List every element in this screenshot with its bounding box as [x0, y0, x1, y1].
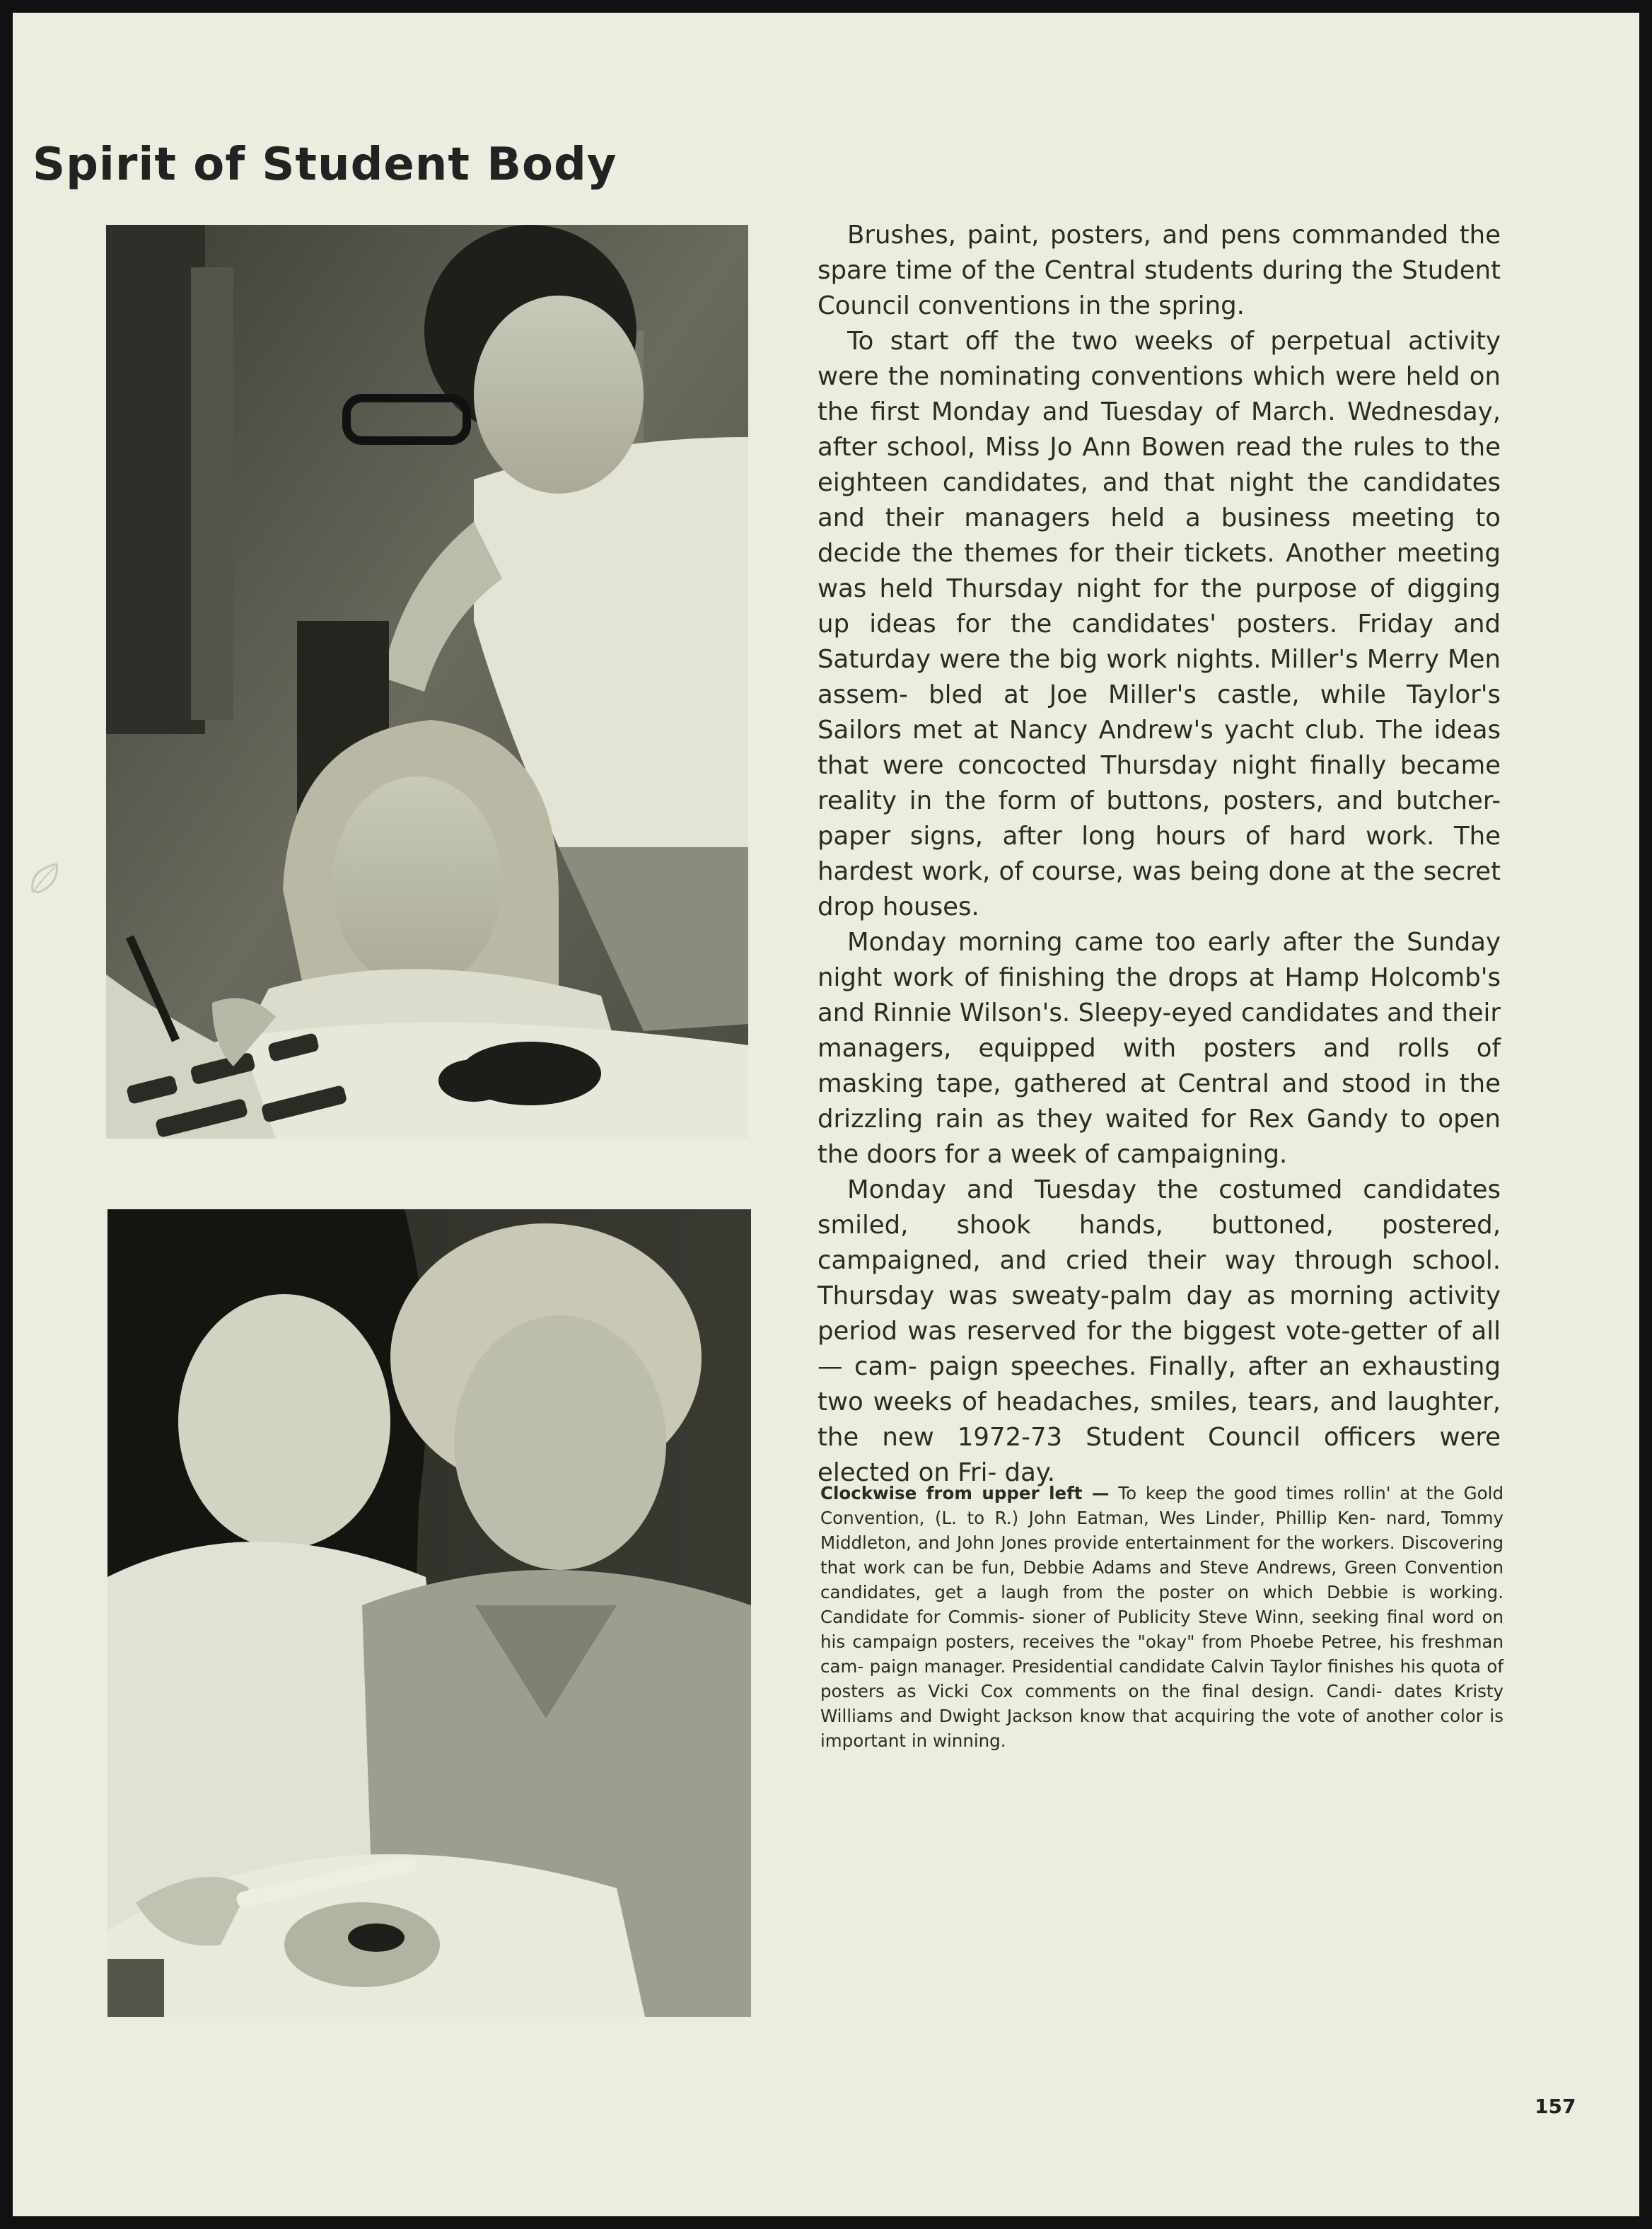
paragraph: Monday and Tuesday the costumed candidates smiled, shook hands, buttoned, postered, campaigned, and cried their way through school. Thursday was sweaty-palm day as morning activity period was reserved for the biggest vote-getter of all — cam- paign speeches. Finally, after an exhausting two weeks of headaches, smiles, tears, and laughter, the new 1972-73 Student Council officers were elected on Fri- day.: [818, 1175, 1501, 1487]
caption-lead: Clockwise from upper left —: [820, 1483, 1110, 1503]
page-title: Spirit of Student Body: [33, 139, 617, 191]
caption-text: To keep the good times rollin' at the Gold Convention, (L. to R.) John Eatman, Wes Linder, Phillip Ken- nard, Tommy Middleton, and John Jones provide entertainment for the workers. Discovering that work can be fun, Debbie Adams and Steve Andrews, Green Convention candidates, get a laugh from the poster on which Debbie is working. Candidate for Commis- sioner of Publicity Steve Winn, seeking final word on his campaign posters, receives the "okay" from Phoebe Petree, his freshman cam- paign manager. Presidential candidate Calvin Taylor finishes his quota of posters as Vicki Cox comments on the final design. Candi- dates Kristy Williams and Dwight Jackson know that acquiring the vote of another color is important in winning.: [820, 1483, 1503, 1751]
paragraph: To start off the two weeks of perpetual activity were the nominating conventions which were held on the first Monday and Tuesday of March. Wednesday, after school, Miss Jo Ann Bowen read the rules to the eighteen candidates, and that night the candidates and their managers held a business meeting to decide the themes for their tickets. Another meeting was held Thursday night for the purpose of digging up ideas for the candidates' posters. Friday and Saturday were the big work nights. Miller's Merry Men assem- bled at Joe Miller's castle, while Taylor's Sailors met at Nancy Andrew's yacht club. The ideas that were concocted Thursday night finally became reality in the form of buttons, posters, and butcher-paper signs, after long hours of hard work. The hardest work, of course, was being done at the secret drop houses.: [818, 327, 1501, 921]
article-body: [818, 218, 1501, 1491]
paragraph: Monday morning came too early after the Sunday night work of finishing the drops at Hamp Holcomb's and Rinnie Wilson's. Sleepy-eyed candidates and their managers, equipped with posters and rolls of masking tape, gathered at Central and stood in the drizzling rain as they waited for Rex Gandy to open the doors for a week of campaigning.: [818, 928, 1501, 1169]
paragraph: Brushes, paint, posters, and pens commanded the spare time of the Central students during the Student Council conventions in the spring.: [818, 221, 1501, 320]
photo-poster-workers: [106, 225, 748, 1139]
page-number: 157: [1535, 2095, 1576, 2118]
photo-campaign-candidates: [107, 1209, 751, 2017]
photo-caption: [820, 1481, 1503, 1753]
leaf-watermark-icon: [28, 860, 61, 897]
